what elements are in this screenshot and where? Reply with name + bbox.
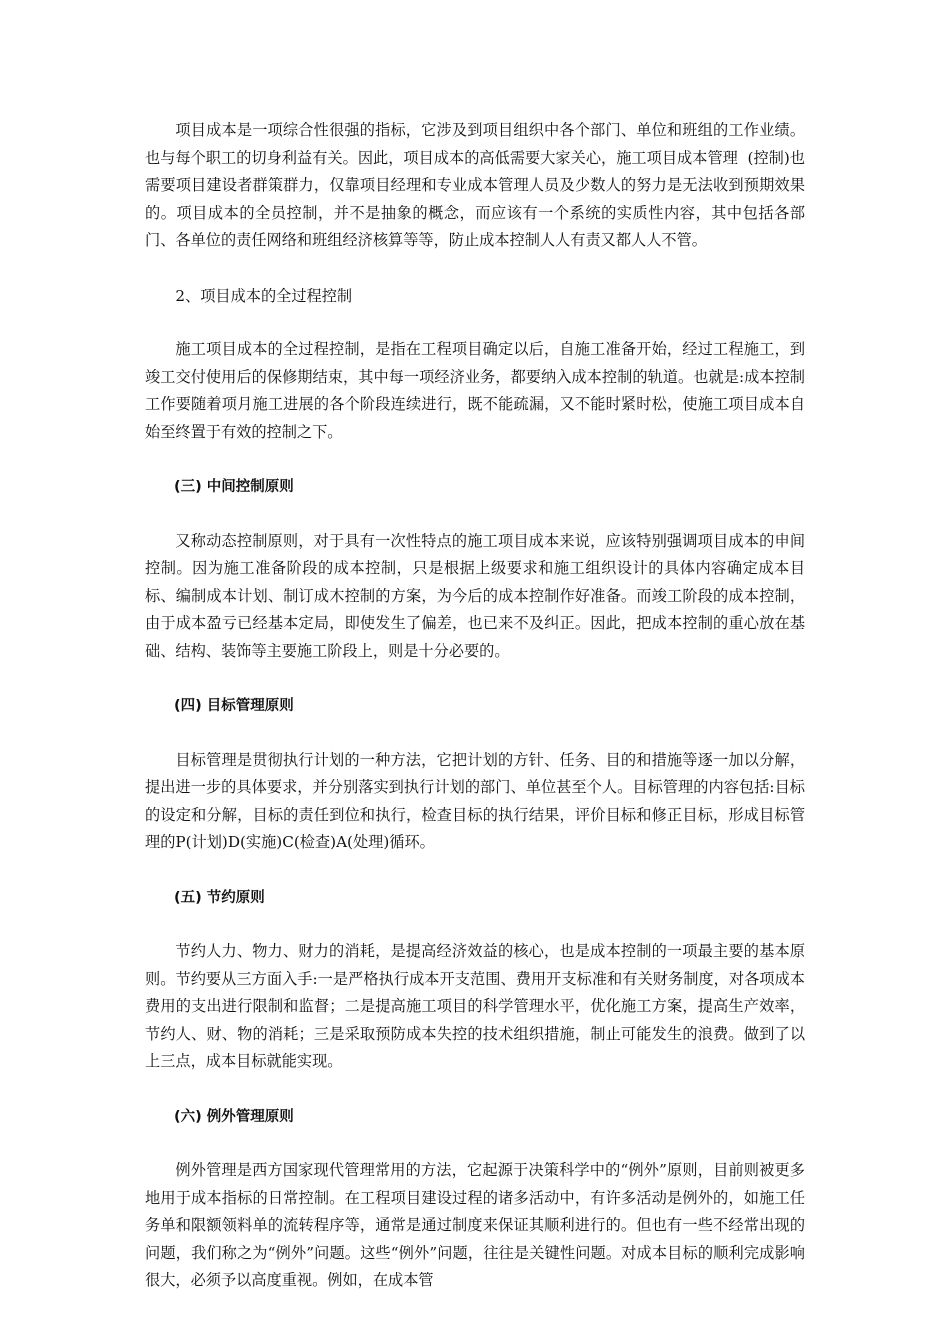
heading-economy-principle: (五) 节约原则: [174, 889, 265, 906]
paragraph-intermediate-control: 又称动态控制原则，对于具有一次性特点的施工项目成本来说，应该特别强调项目成本的申间控制。因为施工准备阶段的成本控制，只是根据上级要求和施工组织设计的具体内容确定成本目标、编制成本计划、制订成木控制的方案，为今后的成本控制作好准备。而竣工阶段的成本控制，由于成本盈亏已经基本定局，即使发生了偏差，也已来不及纠正。因此，把成本控制的重心放在基础、结构、装饰等主要施工阶段上，则是十分必要的。: [145, 531, 805, 660]
heading-whole-process-control: 2、项目成本的全过程控制: [175, 286, 353, 305]
paragraph-objective-management: 目标管理是贯彻执行计划的一种方法，它把计划的方针、任务、目的和措施等逐一加以分解，提出进一步的具体要求，并分别落实到执行计划的部门、单位甚至个人。目标管理的内容包括:目标的设定和分解，目标的责任到位和执行，检查目标的执行结果，评价目标和修正目标，形成目标管理的P(计划)D(实施)C(检查)A(处理)循环。: [145, 750, 805, 851]
document-body: [145, 117, 805, 1295]
paragraph-economy-principle: 节约人力、物力、财力的消耗，是提高经济效益的核心，也是成本控制的一项最主要的基本原则。节约要从三方面入手:一是严格执行成本开支范围、费用开支标准和有关财务制度，对各项成本费用的支出进行限制和监督；二是提高施工项目的科学管理水平，优化施工方案，提高生产效率，节约人、财、物的消耗；三是采取预防成本失控的技术组织措施，制止可能发生的浪费。做到了以上三点，成本目标就能实现。: [145, 942, 805, 1070]
heading-intermediate-control: (三) 中间控制原则: [174, 479, 294, 495]
paragraph-full-staff-control: 项目成本是一项综合性很强的指标，它涉及到项目组织中各个部门、单位和班组的工作业绩。也与每个职工的切身利益有关。因此，项目成本的高低需要大家关心，施工项目成本管理 (控制)也需要项目建设者群策群力，仅靠项目经理和专业成本管理人员及少数人的努力是无法收到预期效果的。项目成本的全员控制，并不是抽象的概念，而应该有一个系统的实质性内容，其中包括各部门、各单位的责任网络和班组经济核算等等，防止成本控制人人有责又都人人不管。: [145, 121, 805, 249]
heading-exception-management: (六) 例外管理原则: [174, 1108, 294, 1125]
paragraph-exception-management: 例外管理是西方国家现代管理常用的方法，它起源于决策科学中的“例外”原则，目前则被更多地用于成本指标的日常控制。在工程项目建设过程的诸多活动中，有许多活动是例外的，如施工任务单和限额领料单的流转程序等，通常是通过制度来保证其顺利进行的。但也有一些不经常出现的问题，我们称之为“例外”问题。这些“例外”问题，往往是关键性问题。对成本目标的顺利完成影响很大，必须予以高度重视。例如，在成本管: [145, 1161, 805, 1289]
paragraph-whole-process-control: 施工项目成本的全过程控制，是指在工程项目确定以后，自施工准备开始，经过工程施工，到竣工交付使用后的保修期结束，其中每一项经济业务，都要纳入成本控制的轨道。也就是:成本控制工作要随着项月施工进展的各个阶段连续进行，既不能疏漏，又不能时紧时松，使施工项目成本自始至终置于有效的控制之下。: [145, 340, 805, 441]
heading-objective-management: (四) 目标管理原则: [174, 698, 294, 714]
